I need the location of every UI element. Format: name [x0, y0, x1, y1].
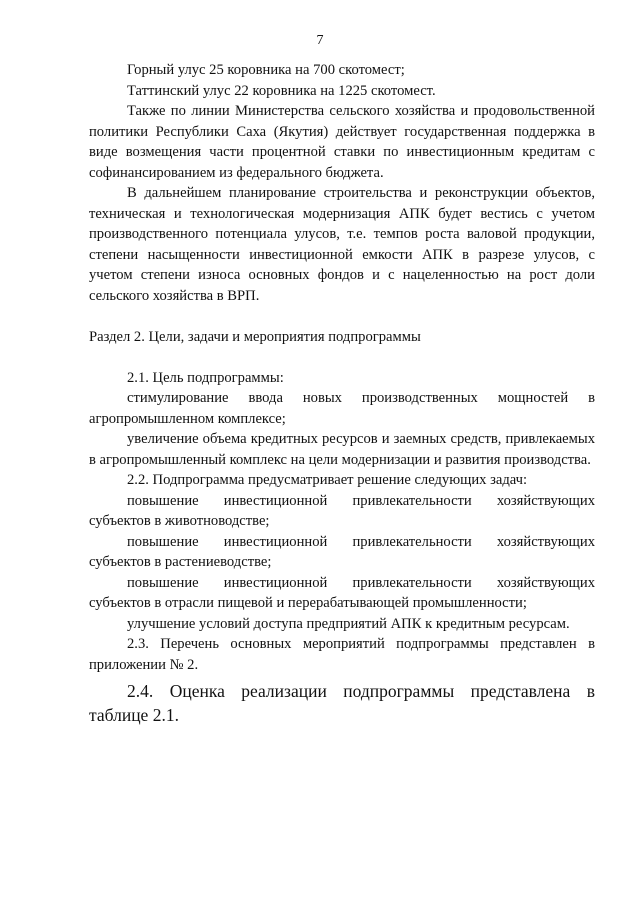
document-body [89, 60, 595, 727]
paragraph-activities: 2.3. Перечень основных мероприятий подпрограммы представлен в приложении № 2. [89, 636, 595, 673]
paragraph-goal-1: стимулирование ввода новых производственных мощностей в агропромышленном комплексе; [89, 390, 595, 427]
paragraph-evaluation: 2.4. Оценка реализации подпрограммы представлена в таблице 2.1. [89, 681, 595, 725]
section-heading: Раздел 2. Цели, задачи и мероприятия подпрограммы [89, 329, 421, 345]
paragraph-planning: В дальнейшем планирование строительства и реконструкции объектов, техническая и технологическая модернизация АПК будет вестись с учетом производственного потенциала улусов, т.е. темпов роста валовой продукции, степени насыщенности инвестиционной емкости АПК в разрезе улусов, с учетом степени износа основных фондов и с нацеленностью на рост доли сельского хозяйства в ВРП. [89, 185, 595, 304]
paragraph-task-food-industry: повышение инвестиционной привлекательности хозяйствующих субъектов в отрасли пищевой и перерабатывающей промышленности; [89, 574, 595, 611]
paragraph-gorny: Горный улус 25 коровника на 700 скотомест; [127, 62, 405, 78]
paragraph-tasks-title: 2.2. Подпрограмма предусматривает решение следующих задач: [127, 472, 528, 488]
paragraph-state-support: Также по линии Министерства сельского хозяйства и продовольственной политики Республики Саха (Якутия) действует государственная поддержка в виде возмещения части процентной ставки по инвестиционным кредитам с софинансированием из федерального бюджета. [89, 103, 595, 181]
paragraph-task-credit-access: улучшение условий доступа предприятий АПК к кредитным ресурсам. [127, 615, 570, 632]
paragraph-goal-2: увеличение объема кредитных ресурсов и заемных средств, привлекаемых в агропромышленный комплекс на цели модернизации и развития производства. [89, 431, 595, 468]
paragraph-task-crops: повышение инвестиционной привлекательности хозяйствующих субъектов в растениеводстве; [89, 533, 595, 570]
paragraph-task-livestock: повышение инвестиционной привлекательности хозяйствующих субъектов в животноводстве; [89, 492, 595, 529]
paragraph-goal-title: 2.1. Цель подпрограммы: [127, 369, 284, 386]
page-number: 7 [316, 33, 324, 48]
paragraph-tattinsky: Таттинский улус 22 коровника на 1225 скотомест. [127, 82, 436, 99]
